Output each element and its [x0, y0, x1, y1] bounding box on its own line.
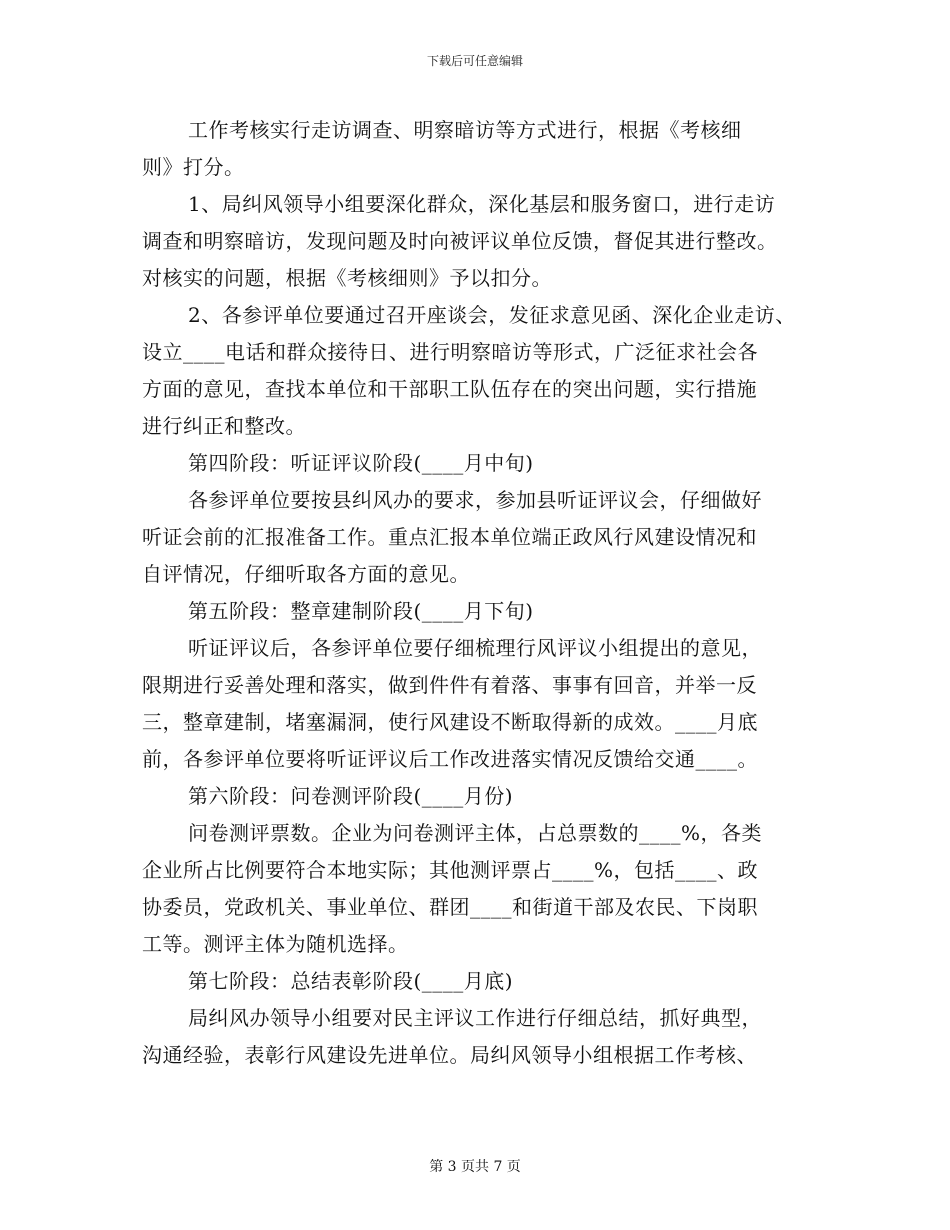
text-line: 协委员，党政机关、事业单位、群团____和街道干部及农民、下岗职 [142, 895, 758, 919]
text-line: 听证评议后，各参评单位要仔细梳理行风评议小组提出的意见， [188, 636, 762, 660]
text-line: 各参评单位要按县纠风办的要求，参加县听证评议会，仔细做好 [188, 488, 762, 512]
page-footer: 第 3 页共 7 页 [429, 1159, 521, 1175]
text-line: 前，各参评单位要将听证评议后工作改进落实情况反馈给交通____。 [142, 747, 758, 771]
text-line: 限期进行妥善处理和落实，做到件件有着落、事事有回音，并举一反 [142, 673, 757, 697]
text-line: 设立____电话和群众接待日、进行明察暗访等形式，广泛征求社会各 [142, 340, 758, 364]
text-line: 进行纠正和整改。 [142, 414, 306, 438]
text-line: 调查和明察暗访，发现问题及时向被评议单位反馈，督促其进行整改。 [142, 229, 778, 253]
text-line: 工等。测评主体为随机选择。 [142, 932, 409, 956]
section-heading: 第六阶段：问卷测评阶段(____月份) [188, 784, 514, 808]
text-line: 工作考核实行走访调查、明察暗访等方式进行，根据《考核细 [188, 118, 742, 142]
text-line: 对核实的问题，根据《考核细则》予以扣分。 [142, 266, 552, 290]
text-line: 三，整章建制，堵塞漏洞，使行风建设不断取得新的成效。____月底 [142, 710, 758, 734]
text-line: 方面的意见，查找本单位和干部职工队伍存在的突出问题，实行措施 [142, 377, 757, 401]
section-heading: 第四阶段：听证评议阶段(____月中旬) [188, 451, 534, 475]
text-line: 沟通经验，表彰行风建设先进单位。局纠风领导小组根据工作考核、 [142, 1043, 757, 1067]
page-header: 下载后可任意编辑 [426, 54, 523, 68]
section-heading: 第七阶段：总结表彰阶段(____月底) [188, 969, 514, 993]
text-line: 则》打分。 [142, 155, 245, 179]
text-line: 自评情况，仔细听取各方面的意见。 [142, 562, 470, 586]
text-line: 听证会前的汇报准备工作。重点汇报本单位端正政风行风建设情况和 [142, 525, 757, 549]
text-line: 问卷测评票数。企业为问卷测评主体，占总票数的____%，各类 [188, 821, 763, 845]
text-line: 1、局纠风领导小组要深化群众，深化基层和服务窗口，进行走访 [188, 192, 776, 216]
text-line: 局纠风办领导小组要对民主评议工作进行仔细总结，抓好典型， [188, 1006, 762, 1030]
section-heading: 第五阶段：整章建制阶段(____月下旬) [188, 599, 534, 623]
text-line: 企业所占比例要符合本地实际；其他测评票占____%，包括____、政 [142, 858, 759, 882]
text-line: 2、各参评单位要通过召开座谈会，发征求意见函、深化企业走访、 [188, 303, 796, 327]
